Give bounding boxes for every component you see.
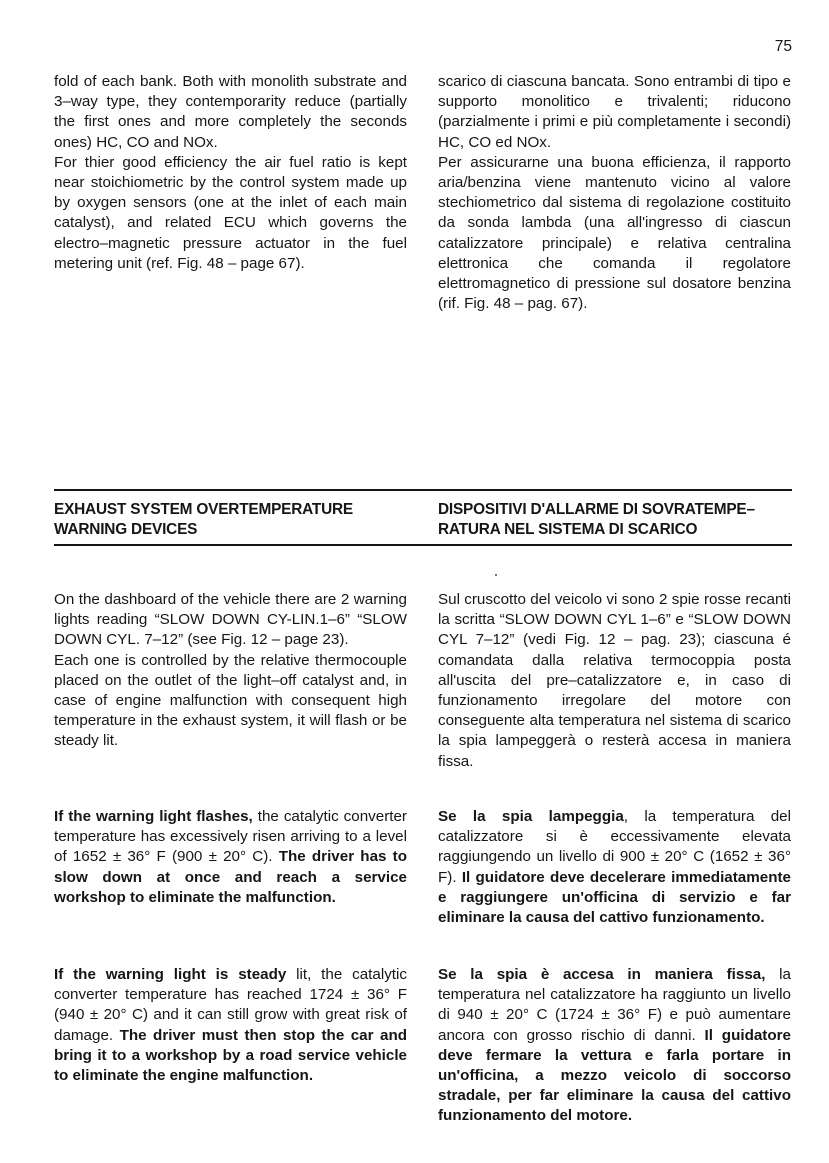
section-heading-en-line2: WARNING DEVICES — [54, 521, 198, 538]
steady-body-en: lit, the catalytic converter temperature has reached 1724 ± 36° F (940 ± 20° C) and it can still grow with great risk of damage. — [54, 966, 407, 1044]
intro-text-en: fold of each bank. Both with monolith substrate and 3–way type, they contemporarity reduce (partially the first ones and more completely the seconds ones) HC, CO and NOx. For thier good efficiency the air fuel ratio is kept near stoichiometric by the control system made up by oxygen sensors (one at the inlet of each main catalyst), and related ECU which governs the electro–magnetic pressure actuator in the fuel metering unit (ref. Fig. 48 – page 67). — [54, 73, 407, 272]
section-top-rule — [54, 489, 792, 491]
section-heading-en-line1: EXHAUST SYSTEM OVERTEMPERATURE — [54, 501, 353, 518]
section-heading-en — [54, 500, 424, 540]
steady-lead-it: Se la spia è accesa in maniera fissa, — [438, 966, 766, 983]
steady-paragraph-en — [54, 965, 407, 1086]
section-bottom-rule — [54, 544, 792, 546]
page-number: 75 — [774, 38, 792, 55]
flashes-body-en: the catalytic converter temperature has excessively risen arriving to a level of 1652 ± 36° F (900 ± 20° C). — [54, 808, 407, 866]
intro-text-it: scarico di ciascuna bancata. Sono entrambi di tipo e supporto monolitico e trivalenti; riducono (parzialmente i primi e più completamente i secondi) HC, CO ed NOx. Per assicurarne una buona efficienza, il rapporto aria/benzina viene mantenuto vicino al valore stechiometrico dal sistema di regolazione costituito da sonda lambda (una all'ingresso di ciascun catalizzatore principale) e relativa centralina elettronica che comanda il regolatore elettromagnetico di pressione sul dosatore benzina (rif. Fig. 48 – pag. 67). — [438, 73, 791, 313]
print-speck — [495, 574, 497, 576]
flashes-body-it: , la temperatura del catalizzatore si è eccessivamente elevata raggiungendo un livello di 900 ± 20° C (1652 ± 36° F). — [438, 808, 791, 886]
flashes-paragraph-it — [438, 807, 791, 928]
section-heading-it-line2: RATURA NEL SISTEMA DI SCARICO — [438, 521, 698, 538]
section-heading-it-line1: DISPOSITIVI D'ALLARME DI SOVRATEMPE– — [438, 501, 755, 518]
steady-instruction-en: The driver must then stop the car and bring it to a workshop by a road service vehicle to eliminate the engine malfunction. — [54, 1026, 407, 1085]
flashes-paragraph-en — [54, 807, 407, 908]
steady-paragraph-it — [438, 965, 791, 1127]
flashes-instruction-en: The driver has to slow down at once and reach a service workshop to eliminate the malfunction. — [54, 848, 407, 906]
flashes-lead-it: Se la spia lampeggia — [438, 808, 624, 825]
section-heading-it — [438, 500, 808, 540]
steady-instruction-it: Il guidatore deve fermare la vettura e farla portare in un'officina, a mezzo veicolo di soccorso stradale, per far eliminare la causa del cattivo funzionamento del motore. — [438, 1026, 791, 1125]
steady-lead-en: If the warning light is steady — [54, 966, 287, 983]
flashes-lead-en: If the warning light flashes, — [54, 808, 253, 825]
dashboard-text-it: Sul cruscotto del veicolo vi sono 2 spie rosse recanti la scritta “SLOW DOWN CYL 1–6” e “SLOW DOWN CYL 7–12” (vedi Fig. 12 – pag. 23); ciascuna é comandata dalla relativa termocoppia posta all'uscita del pre–catalizzatore e, in caso di funzionamento irregolare del motore con conseguente alta temperatura nel sistema di scarico la spia lampeggerà o resterà accesa in maniera fissa. — [438, 591, 791, 770]
steady-body-it: la temperatura nel catalizzatore ha raggiunto un livello di 940 ± 20° C (1724 ± 36° F) e può aumentare ancora con grosso rischio di danni. — [438, 966, 791, 1044]
dashboard-text-en: On the dashboard of the vehicle there are 2 warning lights reading “SLOW DOWN CY-LIN.1–6” “SLOW DOWN CYL. 7–12” (see Fig. 12 – page 23). Each one is controlled by the relative thermocouple placed on the outlet of the light–off catalyst and, in case of engine malfunction with consequent high temperature in the exhaust system, it will flash or be steady lit. — [54, 591, 407, 750]
flashes-instruction-it: Il guidatore deve decelerare immediatamente e raggiungere un'officina di servizio e far eliminare la causa del cattivo funzionamento. — [438, 868, 791, 927]
